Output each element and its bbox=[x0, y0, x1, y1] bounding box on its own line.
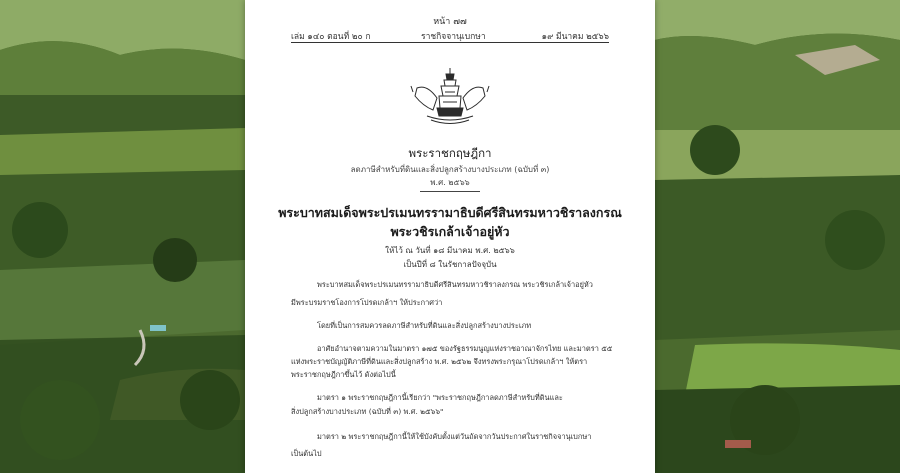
background-landscape-right bbox=[655, 0, 900, 473]
page-number: หน้า ๗๗ bbox=[433, 17, 467, 27]
reign-year: เป็นปีที่ ๘ ในรัชกาลปัจจุบัน bbox=[403, 260, 497, 269]
section-2-line: เป็นต้นไป bbox=[291, 449, 322, 458]
body-line: แห่งพระราชบัญญัติภาษีที่ดินและสิ่งปลูกสร้าง พ.ศ. ๒๕๖๒ จึงทรงพระกรุณาโปรดเกล้าฯ ให้ตรา bbox=[291, 357, 588, 366]
body-line: พระบาทสมเด็จพระปรเมนทรรามาธิบดีศรีสินทรมหาวชิราลงกรณ พระวชิรเกล้าเจ้าอยู่หัว bbox=[317, 280, 593, 289]
section-1-line: สิ่งปลูกสร้างบางประเภท (ฉบับที่ ๓) พ.ศ. ๒๕๖๖" bbox=[291, 407, 444, 416]
body-line: อาศัยอำนาจตามความในมาตรา ๑๗๕ ของรัฐธรรมนูญแห่งราชอาณาจักรไทย และมาตรา ๕๕ bbox=[317, 344, 613, 353]
body-line: พระราชกฤษฎีกาขึ้นไว้ ดังต่อไปนี้ bbox=[291, 370, 396, 379]
gazette-document bbox=[245, 0, 655, 473]
king-name-line-1: พระบาทสมเด็จพระปรเมนทรรามาธิบดีศรีสินทรมหาวชิราลงกรณ bbox=[278, 205, 622, 220]
gazette-header-row bbox=[291, 29, 609, 41]
title-divider bbox=[420, 191, 480, 192]
royal-crown-emblem-icon bbox=[409, 66, 491, 128]
section-2-line: มาตรา ๒ พระราชกฤษฎีกานี้ให้ใช้บังคับตั้งแต่วันถัดจากวันประกาศในราชกิจจานุเบกษา bbox=[317, 432, 592, 441]
publication-date: ๑๙ มีนาคม ๒๕๖๖ bbox=[541, 32, 609, 42]
given-date: ให้ไว้ ณ วันที่ ๑๘ มีนาคม พ.ศ. ๒๕๖๖ bbox=[385, 246, 515, 255]
document-subtitle: ลดภาษีสำหรับที่ดินและสิ่งปลูกสร้างบางประเภท (ฉบับที่ ๓) bbox=[350, 165, 550, 174]
header-divider bbox=[291, 42, 609, 43]
volume-issue: เล่ม ๑๔๐ ตอนที่ ๒๐ ก bbox=[291, 32, 371, 42]
document-title: พระราชกฤษฎีกา bbox=[408, 146, 492, 160]
document-year: พ.ศ. ๒๕๖๖ bbox=[430, 178, 470, 187]
background-landscape-left bbox=[0, 0, 245, 473]
section-1-line: มาตรา ๑ พระราชกฤษฎีกานี้เรียกว่า "พระราชกฤษฎีกาลดภาษีสำหรับที่ดินและ bbox=[317, 393, 563, 402]
king-name-line-2: พระวชิรเกล้าเจ้าอยู่หัว bbox=[390, 224, 510, 239]
publication-name: ราชกิจจานุเบกษา bbox=[421, 32, 486, 42]
body-line: มีพระบรมราชโองการโปรดเกล้าฯ ให้ประกาศว่า bbox=[291, 298, 443, 307]
body-line: โดยที่เป็นการสมควรลดภาษีสำหรับที่ดินและสิ่งปลูกสร้างบางประเภท bbox=[317, 321, 532, 330]
